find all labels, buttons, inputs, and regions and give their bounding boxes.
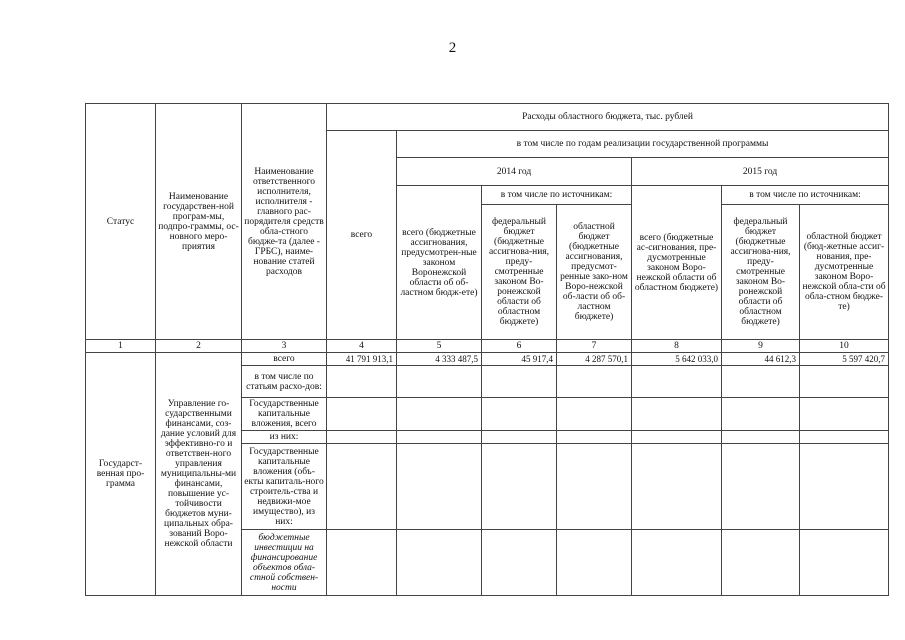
header-2014-regional: областной бюджет (бюджетные ассигнования, предусмот-ренные зако-ном Воро-нежской об-ласти об об-ластном бюджете) <box>557 205 632 340</box>
header-2014-total: всего (бюджетные ассигнования, предусмотрен-ные законом Воронежской области об об-ластном бюдж-ете) <box>397 186 482 340</box>
header-2014-sources: в том числе по источникам: <box>482 186 632 205</box>
header-name: Наименование государствен-ной програм-мы, подпро-граммы, ос-новного меро-приятия <box>156 104 242 340</box>
col-num: 6 <box>482 340 557 353</box>
row-label: бюджетные инвестиции на финансирование объектов обла-стной собствен-ности <box>242 530 327 596</box>
page-number: 2 <box>448 40 457 56</box>
col-num: 5 <box>397 340 482 353</box>
value-2014-total: 4 333 487,5 <box>397 353 482 366</box>
col-num: 4 <box>327 340 397 353</box>
row-label: всего <box>242 353 327 366</box>
header-expenses: Расходы областного бюджета, тыс. рублей <box>327 104 889 131</box>
value-2014-federal: 45 917,4 <box>482 353 557 366</box>
value-total: 41 791 913,1 <box>327 353 397 366</box>
column-numbers-row <box>86 340 889 353</box>
row-label: из них: <box>242 431 327 444</box>
header-2015-federal: федеральный бюджет (бюджетные ассигнова-ния, преду-смотренные законом Во-ронежской области об областном бюджете) <box>722 205 800 340</box>
col-num: 9 <box>722 340 800 353</box>
table-row <box>86 353 889 366</box>
value-2015-total: 5 642 033,0 <box>632 353 722 366</box>
col-num: 8 <box>632 340 722 353</box>
row-label: Государственные капитальные вложения, всего <box>242 398 327 431</box>
header-status: Статус <box>86 104 156 340</box>
budget-table <box>85 103 889 596</box>
header-executor: Наименование ответственного исполнителя, исполнителя - главного рас-порядителя средств обла-стного бюдже-та (далее - ГРБС), наиме-нование статей расходов <box>242 104 327 340</box>
row-label: Государственные капитальные вложения (объ-екты капиталь-ного строитель-ства и недвижи-мое имущество), из них: <box>242 444 327 530</box>
header-total: всего <box>327 131 397 340</box>
header-2015-total: всего (бюджетные ас-сигнования, пре-дусмотренные законом Воро-нежской области об областном бюджете) <box>632 186 722 340</box>
program-name: Управление го-сударственными финансами, соз-дание условий для эффективно-го и ответствен-ного управления муниципальны-ми финансами, повышение ус-тойчивости бюджетов муни-ципальных обра-зований Воро-нежской области <box>156 353 242 596</box>
header-year-2015: 2015 год <box>632 158 889 186</box>
header-2015-regional: областной бюджет (бюд-жетные ассиг-нования, пре-дусмотренные законом Воро-нежской обла-сти об обла-стном бюдже-те) <box>800 205 889 340</box>
col-num: 1 <box>86 340 156 353</box>
col-num: 3 <box>242 340 327 353</box>
col-num: 10 <box>800 340 889 353</box>
value-2015-regional: 5 597 420,7 <box>800 353 889 366</box>
header-2014-federal: федеральный бюджет (бюджетные ассигнова-ния, преду-смотренные законом Во-ронежской области об областном бюджете) <box>482 205 557 340</box>
row-label: в том числе по статьям расхо-дов: <box>242 366 327 398</box>
value-2014-regional: 4 287 570,1 <box>557 353 632 366</box>
col-num: 2 <box>156 340 242 353</box>
col-num: 7 <box>557 340 632 353</box>
header-2015-sources: в том числе по источникам: <box>722 186 889 205</box>
value-2015-federal: 44 612,3 <box>722 353 800 366</box>
header-by-years: в том числе по годам реализации государственной программы <box>397 131 889 158</box>
header-year-2014: 2014 год <box>397 158 632 186</box>
program-status: Государст-венная про-грамма <box>86 353 156 596</box>
